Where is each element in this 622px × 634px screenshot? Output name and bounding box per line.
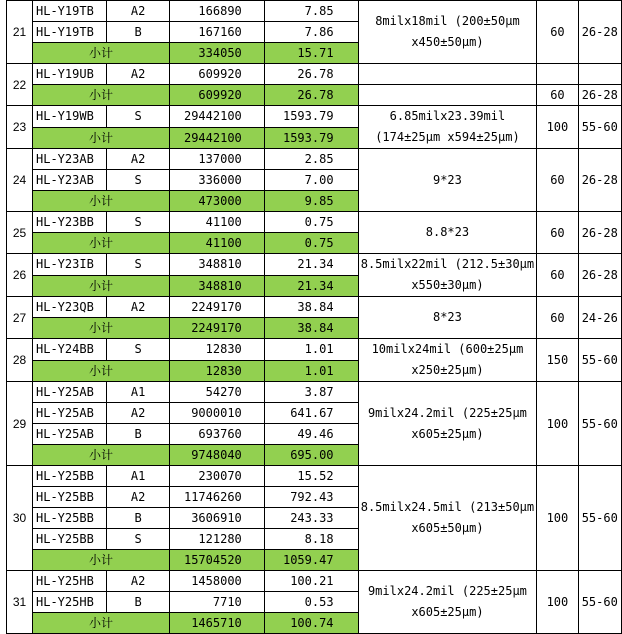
row-number-cell[interactable]: 26 xyxy=(7,254,33,297)
model-cell[interactable]: HL-Y25BB xyxy=(33,466,107,487)
model-cell[interactable]: HL-Y19UB xyxy=(33,64,107,85)
subtotal-value-cell[interactable]: 1059.47 xyxy=(264,550,358,571)
subtotal-row xyxy=(7,85,622,106)
model-cell[interactable]: HL-Y23BB xyxy=(33,212,107,233)
value-cell[interactable]: 26.78 xyxy=(264,64,358,85)
grade-cell[interactable]: A1 xyxy=(107,466,170,487)
quantity-cell[interactable]: 60 xyxy=(537,149,578,212)
grade-cell[interactable]: A2 xyxy=(107,571,170,592)
value-cell[interactable]: 7.00 xyxy=(264,170,358,191)
grade-cell[interactable]: A1 xyxy=(107,382,170,403)
value-cell[interactable]: 49.46 xyxy=(264,424,358,445)
subtotal-value-cell[interactable]: 1.01 xyxy=(264,360,358,382)
grade-cell[interactable]: S xyxy=(107,212,170,233)
table-row xyxy=(7,466,622,487)
row-number-cell[interactable]: 22 xyxy=(7,64,33,106)
count-cell[interactable]: 336000 xyxy=(169,170,264,191)
table-row xyxy=(7,106,622,128)
table-row xyxy=(7,339,622,361)
row-number-cell[interactable]: 21 xyxy=(7,1,33,64)
value-cell[interactable]: 21.34 xyxy=(264,254,358,276)
spec-cell[interactable]: 8.5milx24.5mil (213±50μm x605±50μm) xyxy=(358,466,537,571)
subtotal-count-cell[interactable]: 41100 xyxy=(169,233,264,254)
temperature-cell[interactable]: 26-28 xyxy=(578,85,621,106)
temperature-cell[interactable]: 26-28 xyxy=(578,1,621,64)
subtotal-value-cell[interactable]: 9.85 xyxy=(264,191,358,212)
subtotal-count-cell[interactable]: 348810 xyxy=(169,275,264,297)
quantity-cell[interactable]: 100 xyxy=(537,571,578,634)
temperature-cell[interactable]: 24-26 xyxy=(578,297,621,339)
value-cell[interactable]: 243.33 xyxy=(264,508,358,529)
grade-cell[interactable]: B xyxy=(107,592,170,613)
grade-cell[interactable]: A2 xyxy=(107,487,170,508)
subtotal-count-cell[interactable]: 12830 xyxy=(169,360,264,382)
quantity-cell[interactable]: 100 xyxy=(537,382,578,466)
grade-cell[interactable]: B xyxy=(107,424,170,445)
subtotal-label[interactable]: 小计 xyxy=(33,318,170,339)
model-cell[interactable]: HL-Y23AB xyxy=(33,170,107,191)
spec-cell[interactable]: 9milx24.2mil (225±25μm x605±25μm) xyxy=(358,571,537,634)
subtotal-label[interactable]: 小计 xyxy=(33,191,170,212)
subtotal-value-cell[interactable]: 0.75 xyxy=(264,233,358,254)
count-cell[interactable]: 41100 xyxy=(169,212,264,233)
quantity-cell[interactable]: 150 xyxy=(537,339,578,382)
subtotal-value-cell[interactable]: 100.74 xyxy=(264,613,358,634)
quantity-cell[interactable]: 60 xyxy=(537,212,578,254)
subtotal-count-cell[interactable]: 29442100 xyxy=(169,127,264,149)
spec-cell[interactable]: 6.85milx23.39mil (174±25μm x594±25μm) xyxy=(358,106,537,149)
table-body xyxy=(7,1,622,634)
count-cell[interactable]: 166890 xyxy=(169,1,264,22)
model-cell[interactable]: HL-Y19TB xyxy=(33,22,107,43)
quantity-cell[interactable]: 60 xyxy=(537,1,578,64)
table-row xyxy=(7,254,622,276)
count-cell[interactable]: 137000 xyxy=(169,149,264,170)
count-cell[interactable]: 167160 xyxy=(169,22,264,43)
count-cell[interactable]: 29442100 xyxy=(169,106,264,128)
spec-cell[interactable] xyxy=(358,85,537,106)
temperature-cell[interactable]: 55-60 xyxy=(578,571,621,634)
count-cell[interactable]: 693760 xyxy=(169,424,264,445)
grade-cell[interactable]: A2 xyxy=(107,1,170,22)
grade-cell[interactable]: A2 xyxy=(107,403,170,424)
model-cell[interactable]: HL-Y23QB xyxy=(33,297,107,318)
subtotal-count-cell[interactable]: 15704520 xyxy=(169,550,264,571)
quantity-cell[interactable] xyxy=(537,64,578,85)
temperature-cell[interactable]: 26-28 xyxy=(578,254,621,297)
model-cell[interactable]: HL-Y25AB xyxy=(33,424,107,445)
temperature-cell[interactable]: 55-60 xyxy=(578,466,621,571)
count-cell[interactable]: 3606910 xyxy=(169,508,264,529)
temperature-cell[interactable]: 26-28 xyxy=(578,212,621,254)
subtotal-label[interactable]: 小计 xyxy=(33,613,170,634)
grade-cell[interactable]: B xyxy=(107,22,170,43)
subtotal-count-cell[interactable]: 473000 xyxy=(169,191,264,212)
model-cell[interactable]: HL-Y25BB xyxy=(33,487,107,508)
row-number-cell[interactable]: 27 xyxy=(7,297,33,339)
subtotal-count-cell[interactable]: 2249170 xyxy=(169,318,264,339)
subtotal-value-cell[interactable]: 695.00 xyxy=(264,445,358,466)
subtotal-label[interactable]: 小计 xyxy=(33,233,170,254)
subtotal-count-cell[interactable]: 609920 xyxy=(169,85,264,106)
value-cell[interactable]: 1.01 xyxy=(264,339,358,361)
subtotal-label[interactable]: 小计 xyxy=(33,445,170,466)
value-cell[interactable]: 641.67 xyxy=(264,403,358,424)
subtotal-count-cell[interactable]: 334050 xyxy=(169,43,264,64)
grade-cell[interactable]: S xyxy=(107,339,170,361)
grade-cell[interactable]: S xyxy=(107,170,170,191)
spec-cell[interactable]: 8.8*23 xyxy=(358,212,537,254)
subtotal-value-cell[interactable]: 38.84 xyxy=(264,318,358,339)
value-cell[interactable]: 7.85 xyxy=(264,1,358,22)
subtotal-value-cell[interactable]: 26.78 xyxy=(264,85,358,106)
model-cell[interactable]: HL-Y25HB xyxy=(33,592,107,613)
subtotal-label[interactable]: 小计 xyxy=(33,360,170,382)
grade-cell[interactable]: S xyxy=(107,529,170,550)
value-cell[interactable]: 1593.79 xyxy=(264,106,358,128)
table-row xyxy=(7,571,622,592)
quantity-cell[interactable]: 100 xyxy=(537,106,578,149)
value-cell[interactable]: 8.18 xyxy=(264,529,358,550)
row-number-cell[interactable]: 29 xyxy=(7,382,33,466)
count-cell[interactable]: 7710 xyxy=(169,592,264,613)
model-cell[interactable]: HL-Y19TB xyxy=(33,1,107,22)
quantity-cell[interactable]: 60 xyxy=(537,85,578,106)
quantity-cell[interactable]: 100 xyxy=(537,466,578,571)
grade-cell[interactable]: S xyxy=(107,254,170,276)
row-number-cell[interactable]: 25 xyxy=(7,212,33,254)
spec-cell[interactable]: 10milx24mil (600±25μm x250±25μm) xyxy=(358,339,537,382)
subtotal-label[interactable]: 小计 xyxy=(33,550,170,571)
temperature-cell[interactable] xyxy=(578,64,621,85)
temperature-cell[interactable]: 26-28 xyxy=(578,149,621,212)
count-cell[interactable]: 230070 xyxy=(169,466,264,487)
spec-cell[interactable]: 9*23 xyxy=(358,149,537,212)
subtotal-label[interactable]: 小计 xyxy=(33,127,170,149)
value-cell[interactable]: 0.53 xyxy=(264,592,358,613)
spec-cell[interactable]: 8*23 xyxy=(358,297,537,339)
row-number-cell[interactable]: 24 xyxy=(7,149,33,212)
value-cell[interactable]: 792.43 xyxy=(264,487,358,508)
spec-cell[interactable]: 8milx18mil (200±50μm x450±50μm) xyxy=(358,1,537,64)
count-cell[interactable]: 11746260 xyxy=(169,487,264,508)
subtotal-count-cell[interactable]: 9748040 xyxy=(169,445,264,466)
model-cell[interactable]: HL-Y25BB xyxy=(33,529,107,550)
count-cell[interactable]: 348810 xyxy=(169,254,264,276)
count-cell[interactable]: 2249170 xyxy=(169,297,264,318)
grade-cell[interactable]: S xyxy=(107,106,170,128)
count-cell[interactable]: 12830 xyxy=(169,339,264,361)
spec-cell[interactable]: 9milx24.2mil (225±25μm x605±25μm) xyxy=(358,382,537,466)
count-cell[interactable]: 609920 xyxy=(169,64,264,85)
value-cell[interactable]: 3.87 xyxy=(264,382,358,403)
grade-cell[interactable]: A2 xyxy=(107,64,170,85)
spec-cell[interactable]: 8.5milx22mil (212.5±30μm x550±30μm) xyxy=(358,254,537,297)
subtotal-label[interactable]: 小计 xyxy=(33,275,170,297)
quantity-cell[interactable]: 60 xyxy=(537,254,578,297)
model-cell[interactable]: HL-Y23IB xyxy=(33,254,107,276)
model-cell[interactable]: HL-Y25BB xyxy=(33,508,107,529)
spreadsheet-table xyxy=(6,0,622,634)
subtotal-value-cell[interactable]: 15.71 xyxy=(264,43,358,64)
spec-cell[interactable] xyxy=(358,64,537,85)
quantity-cell[interactable]: 60 xyxy=(537,297,578,339)
grade-cell[interactable]: A2 xyxy=(107,149,170,170)
count-cell[interactable]: 9000010 xyxy=(169,403,264,424)
model-cell[interactable]: HL-Y25HB xyxy=(33,571,107,592)
subtotal-label[interactable]: 小计 xyxy=(33,43,170,64)
count-cell[interactable]: 54270 xyxy=(169,382,264,403)
row-number-cell[interactable]: 28 xyxy=(7,339,33,382)
temperature-cell[interactable]: 55-60 xyxy=(578,339,621,382)
grade-cell[interactable]: B xyxy=(107,508,170,529)
table-row xyxy=(7,64,622,85)
subtotal-count-cell[interactable]: 1465710 xyxy=(169,613,264,634)
value-cell[interactable]: 0.75 xyxy=(264,212,358,233)
value-cell[interactable]: 2.85 xyxy=(264,149,358,170)
count-cell[interactable]: 121280 xyxy=(169,529,264,550)
table-row xyxy=(7,212,622,233)
table-row xyxy=(7,382,622,403)
temperature-cell[interactable]: 55-60 xyxy=(578,106,621,149)
value-cell[interactable]: 38.84 xyxy=(264,297,358,318)
model-cell[interactable]: HL-Y19WB xyxy=(33,106,107,128)
row-number-cell[interactable]: 30 xyxy=(7,466,33,571)
value-cell[interactable]: 15.52 xyxy=(264,466,358,487)
row-number-cell[interactable]: 31 xyxy=(7,571,33,634)
temperature-cell[interactable]: 55-60 xyxy=(578,382,621,466)
grade-cell[interactable]: A2 xyxy=(107,297,170,318)
subtotal-label[interactable]: 小计 xyxy=(33,85,170,106)
table-row xyxy=(7,1,622,22)
value-cell[interactable]: 100.21 xyxy=(264,571,358,592)
model-cell[interactable]: HL-Y24BB xyxy=(33,339,107,361)
table-row xyxy=(7,149,622,170)
row-number-cell[interactable]: 23 xyxy=(7,106,33,149)
count-cell[interactable]: 1458000 xyxy=(169,571,264,592)
subtotal-value-cell[interactable]: 21.34 xyxy=(264,275,358,297)
model-cell[interactable]: HL-Y25AB xyxy=(33,382,107,403)
subtotal-value-cell[interactable]: 1593.79 xyxy=(264,127,358,149)
table-row xyxy=(7,297,622,318)
model-cell[interactable]: HL-Y23AB xyxy=(33,149,107,170)
value-cell[interactable]: 7.86 xyxy=(264,22,358,43)
model-cell[interactable]: HL-Y25AB xyxy=(33,403,107,424)
